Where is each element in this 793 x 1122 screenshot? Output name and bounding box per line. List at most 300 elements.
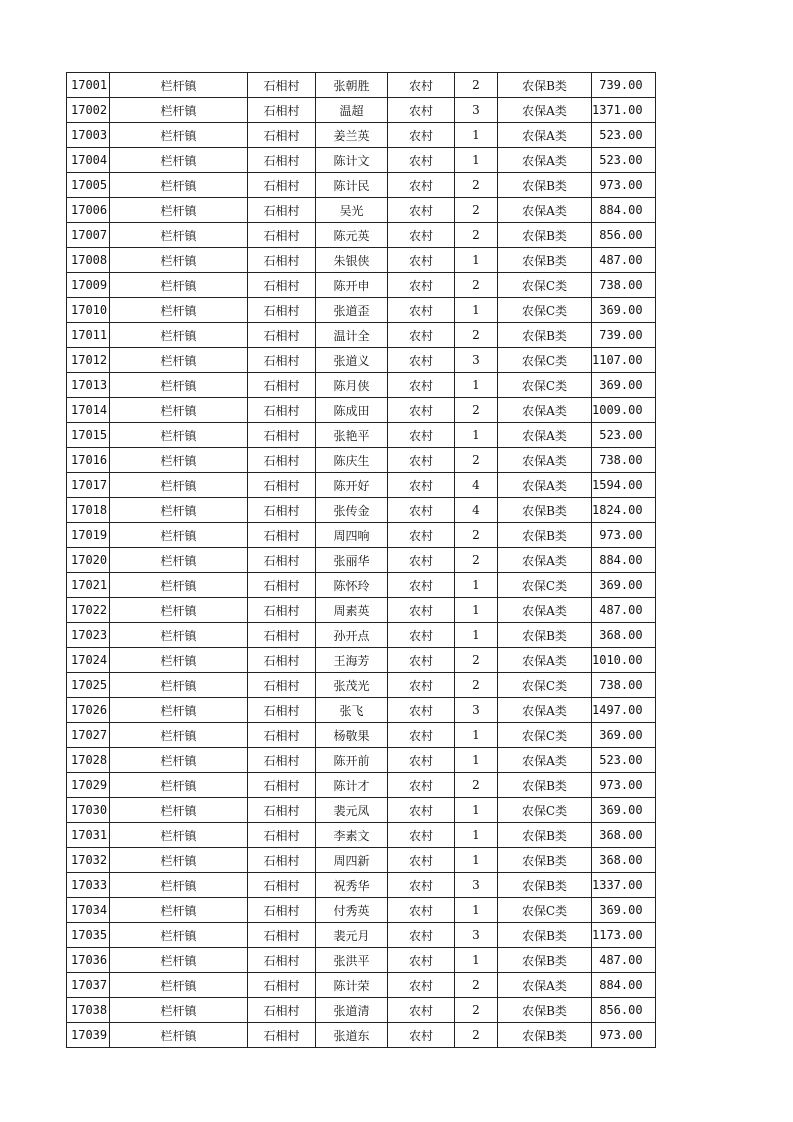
table-row [67, 573, 656, 598]
category-cell: 农保B类 [498, 773, 592, 798]
category-cell: 农保A类 [498, 973, 592, 998]
amount-cell: 369.00 [592, 373, 656, 398]
village-cell: 石相村 [248, 723, 316, 748]
amount-cell: 738.00 [592, 273, 656, 298]
count-cell: 4 [455, 498, 498, 523]
village-cell: 石相村 [248, 798, 316, 823]
amount-cell: 1009.00 [592, 398, 656, 423]
town-cell: 栏杆镇 [110, 473, 248, 498]
area-type-cell: 农村 [388, 198, 455, 223]
table-row [67, 398, 656, 423]
amount-cell: 523.00 [592, 123, 656, 148]
category-cell: 农保B类 [498, 223, 592, 248]
id-cell: 17030 [67, 798, 110, 823]
name-cell: 陈月侠 [316, 373, 388, 398]
amount-cell: 884.00 [592, 548, 656, 573]
id-cell: 17028 [67, 748, 110, 773]
name-cell: 裴元凤 [316, 798, 388, 823]
village-cell: 石相村 [248, 923, 316, 948]
id-cell: 17033 [67, 873, 110, 898]
name-cell: 陈计民 [316, 173, 388, 198]
area-type-cell: 农村 [388, 523, 455, 548]
id-cell: 17007 [67, 223, 110, 248]
category-cell: 农保A类 [498, 648, 592, 673]
area-type-cell: 农村 [388, 998, 455, 1023]
id-cell: 17004 [67, 148, 110, 173]
table-row [67, 373, 656, 398]
name-cell: 姜兰英 [316, 123, 388, 148]
table-row [67, 598, 656, 623]
amount-cell: 973.00 [592, 523, 656, 548]
name-cell: 杨敬果 [316, 723, 388, 748]
village-cell: 石相村 [248, 323, 316, 348]
town-cell: 栏杆镇 [110, 898, 248, 923]
category-cell: 农保A类 [498, 148, 592, 173]
village-cell: 石相村 [248, 548, 316, 573]
name-cell: 陈开申 [316, 273, 388, 298]
table-row [67, 98, 656, 123]
area-type-cell: 农村 [388, 448, 455, 473]
table-row [67, 648, 656, 673]
name-cell: 张茂光 [316, 673, 388, 698]
table-row [67, 148, 656, 173]
table-row [67, 623, 656, 648]
table-row [67, 448, 656, 473]
name-cell: 张洪平 [316, 948, 388, 973]
table-row [67, 123, 656, 148]
town-cell: 栏杆镇 [110, 523, 248, 548]
area-type-cell: 农村 [388, 298, 455, 323]
table-row [67, 848, 656, 873]
count-cell: 2 [455, 773, 498, 798]
count-cell: 1 [455, 373, 498, 398]
category-cell: 农保B类 [498, 523, 592, 548]
town-cell: 栏杆镇 [110, 998, 248, 1023]
area-type-cell: 农村 [388, 273, 455, 298]
count-cell: 4 [455, 473, 498, 498]
area-type-cell: 农村 [388, 898, 455, 923]
village-cell: 石相村 [248, 448, 316, 473]
village-cell: 石相村 [248, 423, 316, 448]
name-cell: 陈元英 [316, 223, 388, 248]
category-cell: 农保A类 [498, 548, 592, 573]
table-row [67, 198, 656, 223]
name-cell: 祝秀华 [316, 873, 388, 898]
id-cell: 17023 [67, 623, 110, 648]
name-cell: 温超 [316, 98, 388, 123]
area-type-cell: 农村 [388, 373, 455, 398]
area-type-cell: 农村 [388, 748, 455, 773]
table-row [67, 1023, 656, 1048]
table-body [67, 73, 656, 1048]
category-cell: 农保B类 [498, 1023, 592, 1048]
table-row [67, 473, 656, 498]
town-cell: 栏杆镇 [110, 673, 248, 698]
amount-cell: 856.00 [592, 223, 656, 248]
category-cell: 农保B类 [498, 998, 592, 1023]
amount-cell: 884.00 [592, 973, 656, 998]
table-row [67, 548, 656, 573]
name-cell: 张丽华 [316, 548, 388, 573]
village-cell: 石相村 [248, 673, 316, 698]
area-type-cell: 农村 [388, 73, 455, 98]
id-cell: 17029 [67, 773, 110, 798]
id-cell: 17022 [67, 598, 110, 623]
id-cell: 17026 [67, 698, 110, 723]
town-cell: 栏杆镇 [110, 123, 248, 148]
id-cell: 17014 [67, 398, 110, 423]
village-cell: 石相村 [248, 648, 316, 673]
id-cell: 17032 [67, 848, 110, 873]
town-cell: 栏杆镇 [110, 398, 248, 423]
table-row [67, 773, 656, 798]
count-cell: 1 [455, 848, 498, 873]
id-cell: 17025 [67, 673, 110, 698]
name-cell: 张道清 [316, 998, 388, 1023]
name-cell: 陈怀玲 [316, 573, 388, 598]
name-cell: 周四响 [316, 523, 388, 548]
village-cell: 石相村 [248, 1023, 316, 1048]
table-row [67, 298, 656, 323]
town-cell: 栏杆镇 [110, 873, 248, 898]
id-cell: 17011 [67, 323, 110, 348]
area-type-cell: 农村 [388, 598, 455, 623]
id-cell: 17027 [67, 723, 110, 748]
village-cell: 石相村 [248, 573, 316, 598]
amount-cell: 1173.00 [592, 923, 656, 948]
amount-cell: 368.00 [592, 623, 656, 648]
table-row [67, 348, 656, 373]
count-cell: 1 [455, 723, 498, 748]
area-type-cell: 农村 [388, 673, 455, 698]
amount-cell: 739.00 [592, 323, 656, 348]
amount-cell: 523.00 [592, 148, 656, 173]
amount-cell: 739.00 [592, 73, 656, 98]
id-cell: 17021 [67, 573, 110, 598]
name-cell: 张道歪 [316, 298, 388, 323]
count-cell: 3 [455, 923, 498, 948]
amount-cell: 369.00 [592, 798, 656, 823]
town-cell: 栏杆镇 [110, 948, 248, 973]
town-cell: 栏杆镇 [110, 773, 248, 798]
count-cell: 1 [455, 598, 498, 623]
village-cell: 石相村 [248, 373, 316, 398]
table-row [67, 523, 656, 548]
id-cell: 17034 [67, 898, 110, 923]
village-cell: 石相村 [248, 248, 316, 273]
town-cell: 栏杆镇 [110, 498, 248, 523]
category-cell: 农保C类 [498, 373, 592, 398]
amount-cell: 487.00 [592, 598, 656, 623]
amount-cell: 368.00 [592, 848, 656, 873]
village-cell: 石相村 [248, 748, 316, 773]
town-cell: 栏杆镇 [110, 598, 248, 623]
count-cell: 3 [455, 348, 498, 373]
area-type-cell: 农村 [388, 498, 455, 523]
count-cell: 3 [455, 873, 498, 898]
amount-cell: 487.00 [592, 948, 656, 973]
town-cell: 栏杆镇 [110, 823, 248, 848]
area-type-cell: 农村 [388, 323, 455, 348]
village-cell: 石相村 [248, 823, 316, 848]
area-type-cell: 农村 [388, 623, 455, 648]
town-cell: 栏杆镇 [110, 223, 248, 248]
area-type-cell: 农村 [388, 98, 455, 123]
name-cell: 张艳平 [316, 423, 388, 448]
town-cell: 栏杆镇 [110, 573, 248, 598]
amount-cell: 973.00 [592, 1023, 656, 1048]
table-row [67, 423, 656, 448]
count-cell: 2 [455, 973, 498, 998]
name-cell: 吴光 [316, 198, 388, 223]
table-row [67, 998, 656, 1023]
area-type-cell: 农村 [388, 248, 455, 273]
category-cell: 农保B类 [498, 848, 592, 873]
area-type-cell: 农村 [388, 548, 455, 573]
area-type-cell: 农村 [388, 423, 455, 448]
town-cell: 栏杆镇 [110, 198, 248, 223]
amount-cell: 973.00 [592, 773, 656, 798]
id-cell: 17035 [67, 923, 110, 948]
category-cell: 农保B类 [498, 173, 592, 198]
id-cell: 17037 [67, 973, 110, 998]
count-cell: 2 [455, 673, 498, 698]
village-cell: 石相村 [248, 598, 316, 623]
village-cell: 石相村 [248, 773, 316, 798]
category-cell: 农保C类 [498, 898, 592, 923]
village-cell: 石相村 [248, 698, 316, 723]
name-cell: 王海芳 [316, 648, 388, 673]
village-cell: 石相村 [248, 948, 316, 973]
name-cell: 陈开好 [316, 473, 388, 498]
count-cell: 2 [455, 73, 498, 98]
amount-cell: 1594.00 [592, 473, 656, 498]
count-cell: 1 [455, 573, 498, 598]
count-cell: 2 [455, 448, 498, 473]
category-cell: 农保A类 [498, 123, 592, 148]
count-cell: 3 [455, 98, 498, 123]
area-type-cell: 农村 [388, 648, 455, 673]
name-cell: 李素文 [316, 823, 388, 848]
area-type-cell: 农村 [388, 223, 455, 248]
amount-cell: 884.00 [592, 198, 656, 223]
area-type-cell: 农村 [388, 848, 455, 873]
town-cell: 栏杆镇 [110, 298, 248, 323]
table-row [67, 748, 656, 773]
village-cell: 石相村 [248, 198, 316, 223]
town-cell: 栏杆镇 [110, 648, 248, 673]
town-cell: 栏杆镇 [110, 323, 248, 348]
town-cell: 栏杆镇 [110, 848, 248, 873]
category-cell: 农保C类 [498, 723, 592, 748]
area-type-cell: 农村 [388, 823, 455, 848]
table-row [67, 173, 656, 198]
table-row [67, 248, 656, 273]
village-cell: 石相村 [248, 623, 316, 648]
town-cell: 栏杆镇 [110, 148, 248, 173]
village-cell: 石相村 [248, 873, 316, 898]
id-cell: 17002 [67, 98, 110, 123]
town-cell: 栏杆镇 [110, 73, 248, 98]
count-cell: 2 [455, 273, 498, 298]
count-cell: 1 [455, 423, 498, 448]
village-cell: 石相村 [248, 398, 316, 423]
name-cell: 周素英 [316, 598, 388, 623]
count-cell: 3 [455, 698, 498, 723]
id-cell: 17038 [67, 998, 110, 1023]
town-cell: 栏杆镇 [110, 373, 248, 398]
category-cell: 农保B类 [498, 73, 592, 98]
table-row [67, 948, 656, 973]
amount-cell: 973.00 [592, 173, 656, 198]
village-cell: 石相村 [248, 223, 316, 248]
category-cell: 农保B类 [498, 323, 592, 348]
category-cell: 农保C类 [498, 673, 592, 698]
area-type-cell: 农村 [388, 1023, 455, 1048]
category-cell: 农保A类 [498, 398, 592, 423]
area-type-cell: 农村 [388, 173, 455, 198]
town-cell: 栏杆镇 [110, 248, 248, 273]
id-cell: 17024 [67, 648, 110, 673]
category-cell: 农保B类 [498, 873, 592, 898]
amount-cell: 738.00 [592, 673, 656, 698]
name-cell: 陈成田 [316, 398, 388, 423]
category-cell: 农保A类 [498, 198, 592, 223]
id-cell: 17006 [67, 198, 110, 223]
town-cell: 栏杆镇 [110, 973, 248, 998]
count-cell: 1 [455, 798, 498, 823]
amount-cell: 369.00 [592, 298, 656, 323]
amount-cell: 369.00 [592, 573, 656, 598]
id-cell: 17036 [67, 948, 110, 973]
amount-cell: 856.00 [592, 998, 656, 1023]
table-row [67, 723, 656, 748]
name-cell: 朱银侠 [316, 248, 388, 273]
town-cell: 栏杆镇 [110, 448, 248, 473]
id-cell: 17005 [67, 173, 110, 198]
name-cell: 张飞 [316, 698, 388, 723]
category-cell: 农保C类 [498, 573, 592, 598]
amount-cell: 1010.00 [592, 648, 656, 673]
town-cell: 栏杆镇 [110, 548, 248, 573]
category-cell: 农保A类 [498, 423, 592, 448]
name-cell: 张道东 [316, 1023, 388, 1048]
area-type-cell: 农村 [388, 948, 455, 973]
amount-cell: 523.00 [592, 748, 656, 773]
id-cell: 17012 [67, 348, 110, 373]
area-type-cell: 农村 [388, 148, 455, 173]
name-cell: 裴元月 [316, 923, 388, 948]
village-cell: 石相村 [248, 273, 316, 298]
town-cell: 栏杆镇 [110, 423, 248, 448]
id-cell: 17039 [67, 1023, 110, 1048]
area-type-cell: 农村 [388, 773, 455, 798]
village-cell: 石相村 [248, 173, 316, 198]
id-cell: 17015 [67, 423, 110, 448]
name-cell: 陈计文 [316, 148, 388, 173]
category-cell: 农保A类 [498, 98, 592, 123]
table-row [67, 973, 656, 998]
category-cell: 农保B类 [498, 923, 592, 948]
id-cell: 17017 [67, 473, 110, 498]
village-cell: 石相村 [248, 73, 316, 98]
table-row [67, 798, 656, 823]
category-cell: 农保A类 [498, 473, 592, 498]
category-cell: 农保C类 [498, 798, 592, 823]
count-cell: 1 [455, 123, 498, 148]
area-type-cell: 农村 [388, 698, 455, 723]
category-cell: 农保B类 [498, 823, 592, 848]
id-cell: 17020 [67, 548, 110, 573]
amount-cell: 369.00 [592, 898, 656, 923]
table-row [67, 498, 656, 523]
town-cell: 栏杆镇 [110, 748, 248, 773]
category-cell: 农保C类 [498, 273, 592, 298]
category-cell: 农保B类 [498, 498, 592, 523]
table-row [67, 873, 656, 898]
town-cell: 栏杆镇 [110, 623, 248, 648]
town-cell: 栏杆镇 [110, 173, 248, 198]
table-row [67, 923, 656, 948]
category-cell: 农保B类 [498, 623, 592, 648]
town-cell: 栏杆镇 [110, 923, 248, 948]
count-cell: 1 [455, 898, 498, 923]
village-cell: 石相村 [248, 998, 316, 1023]
village-cell: 石相村 [248, 148, 316, 173]
category-cell: 农保A类 [498, 748, 592, 773]
amount-cell: 523.00 [592, 423, 656, 448]
area-type-cell: 农村 [388, 973, 455, 998]
table-row [67, 223, 656, 248]
count-cell: 2 [455, 223, 498, 248]
amount-cell: 1337.00 [592, 873, 656, 898]
table-row [67, 673, 656, 698]
village-cell: 石相村 [248, 348, 316, 373]
town-cell: 栏杆镇 [110, 1023, 248, 1048]
id-cell: 17031 [67, 823, 110, 848]
id-cell: 17013 [67, 373, 110, 398]
count-cell: 1 [455, 248, 498, 273]
village-cell: 石相村 [248, 848, 316, 873]
village-cell: 石相村 [248, 123, 316, 148]
amount-cell: 1371.00 [592, 98, 656, 123]
amount-cell: 369.00 [592, 723, 656, 748]
village-cell: 石相村 [248, 298, 316, 323]
village-cell: 石相村 [248, 898, 316, 923]
count-cell: 2 [455, 323, 498, 348]
area-type-cell: 农村 [388, 573, 455, 598]
category-cell: 农保C类 [498, 348, 592, 373]
name-cell: 张道义 [316, 348, 388, 373]
name-cell: 付秀英 [316, 898, 388, 923]
area-type-cell: 农村 [388, 348, 455, 373]
id-cell: 17009 [67, 273, 110, 298]
amount-cell: 1107.00 [592, 348, 656, 373]
area-type-cell: 农村 [388, 473, 455, 498]
village-cell: 石相村 [248, 498, 316, 523]
area-type-cell: 农村 [388, 923, 455, 948]
name-cell: 孙开点 [316, 623, 388, 648]
count-cell: 1 [455, 748, 498, 773]
category-cell: 农保C类 [498, 298, 592, 323]
count-cell: 1 [455, 298, 498, 323]
town-cell: 栏杆镇 [110, 723, 248, 748]
village-cell: 石相村 [248, 98, 316, 123]
table-row [67, 898, 656, 923]
count-cell: 2 [455, 998, 498, 1023]
table-row [67, 823, 656, 848]
name-cell: 张传金 [316, 498, 388, 523]
